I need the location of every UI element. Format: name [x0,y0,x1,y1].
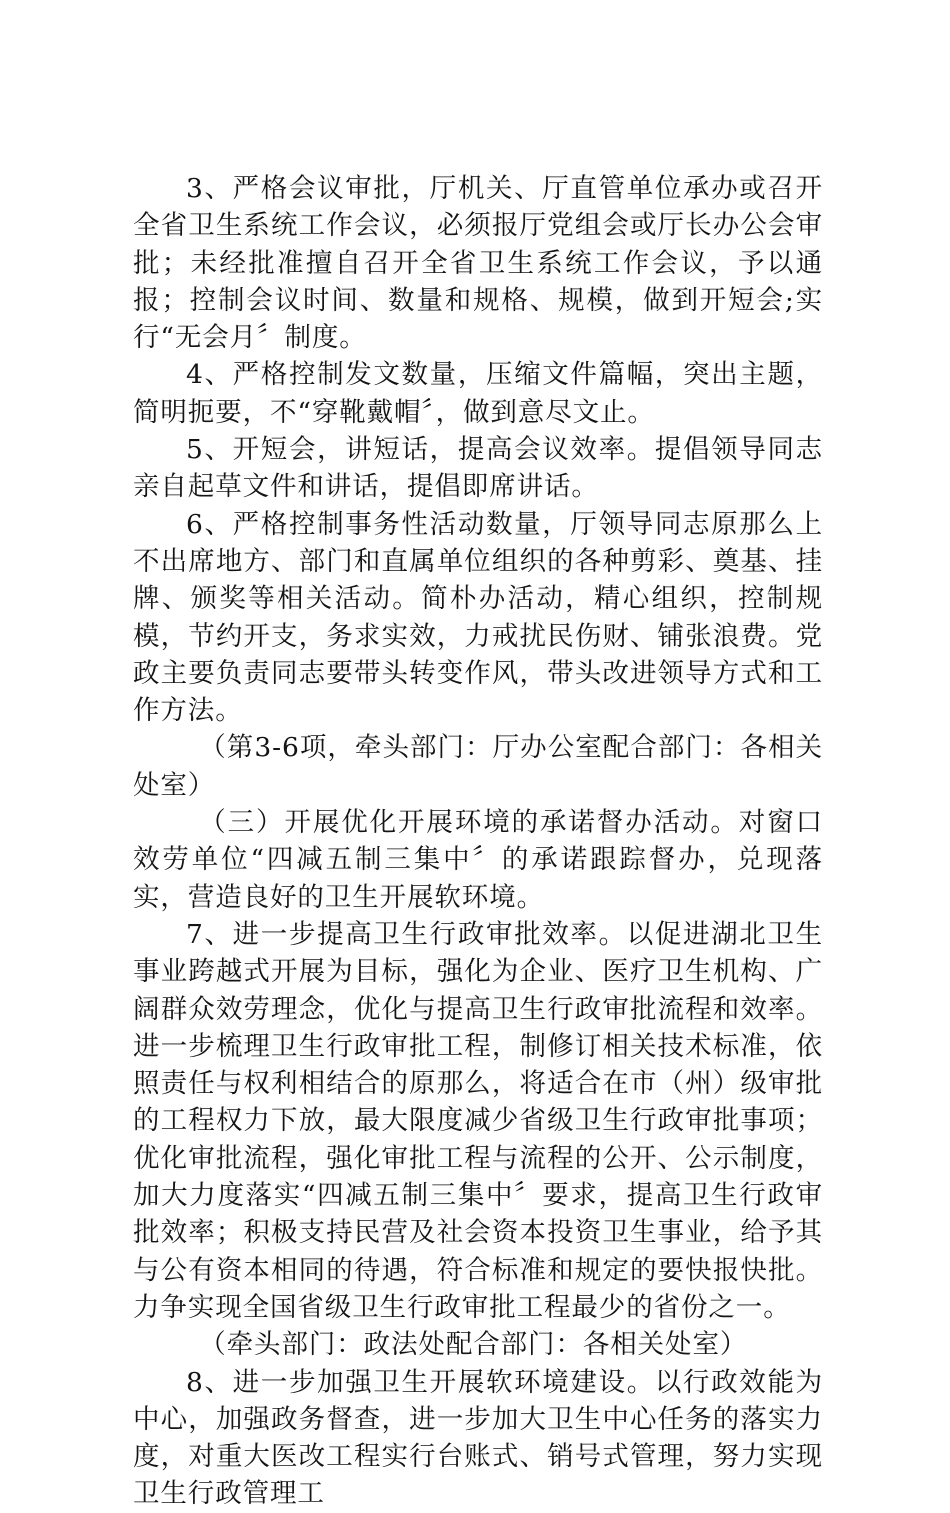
paragraph-item-3: 3、严格会议审批，厅机关、厅直管单位承办或召开全省卫生系统工作会议，必须报厅党组会或厅长办公会审批；未经批准擅自召开全省卫生系统工作会议，予以通报；控制会议时间、数量和规格、规模，做到开短会;实行“无会月〞制度。 [133,173,823,354]
paragraph-item-5: 5、开短会，讲短话，提高会议效率。提倡领导同志亲自起草文件和讲话，提倡即席讲话。 [133,434,823,503]
paragraph-item-8: 8、进一步加强卫生开展软环境建设。以行政效能为中心，加强政务督查，进一步加大卫生中心任务的落实力度，对重大医改工程实行台账式、销号式管理，努力实现卫生行政管理工 [133,1366,823,1510]
section-heading-3: （三）开展优化开展环境的承诺督办活动。对窗口效劳单位“四减五制三集中〞的承诺跟踪督办，兑现落实，营造良好的卫生开展软环境。 [133,807,823,913]
paragraph-item-7: 7、进一步提高卫生行政审批效率。以促进湖北卫生事业跨越式开展为目标，强化为企业、医疗卫生机构、广阔群众效劳理念，优化与提高卫生行政审批流程和效率。进一步梳理卫生行政审批工程，制修订相关技术标准，依照责任与权利相结合的原那么，将适合在市（州）级审批的工程权力下放，最大限度减少省级卫生行政审批事项；优化审批流程，强化审批工程与流程的公开、公示制度，加大力度落实“四减五制三集中〞要求，提高卫生行政审批效率；积极支持民营及社会资本投资卫生事业，给予其与公有资本相同的待遇，符合标准和规定的要快报快批。力争实现全国省级卫生行政审批工程最少的省份之一。 [133,918,823,1323]
responsibility-note-7: （牵头部门：政法处配合部门：各相关处室） [199,1329,748,1361]
document-body [133,170,823,1513]
paragraph-item-4: 4、严格控制发文数量，压缩文件篇幅，突出主题，简明扼要，不“穿靴戴帽〞，做到意尽文止。 [133,359,823,428]
paragraph-item-6: 6、严格控制事务性活动数量，厅领导同志原那么上不出席地方、部门和直属单位组织的各种剪彩、奠基、挂牌、颁奖等相关活动。简朴办活动，精心组织，控制规模，节约开支，务求实效，力戒扰民伤财、铺张浪费。党政主要负责同志要带头转变作风，带头改进领导方式和工作方法。 [133,508,823,727]
responsibility-note-3-6: （第3-6项，牵头部门：厅办公室配合部门：各相关处室） [133,732,823,801]
